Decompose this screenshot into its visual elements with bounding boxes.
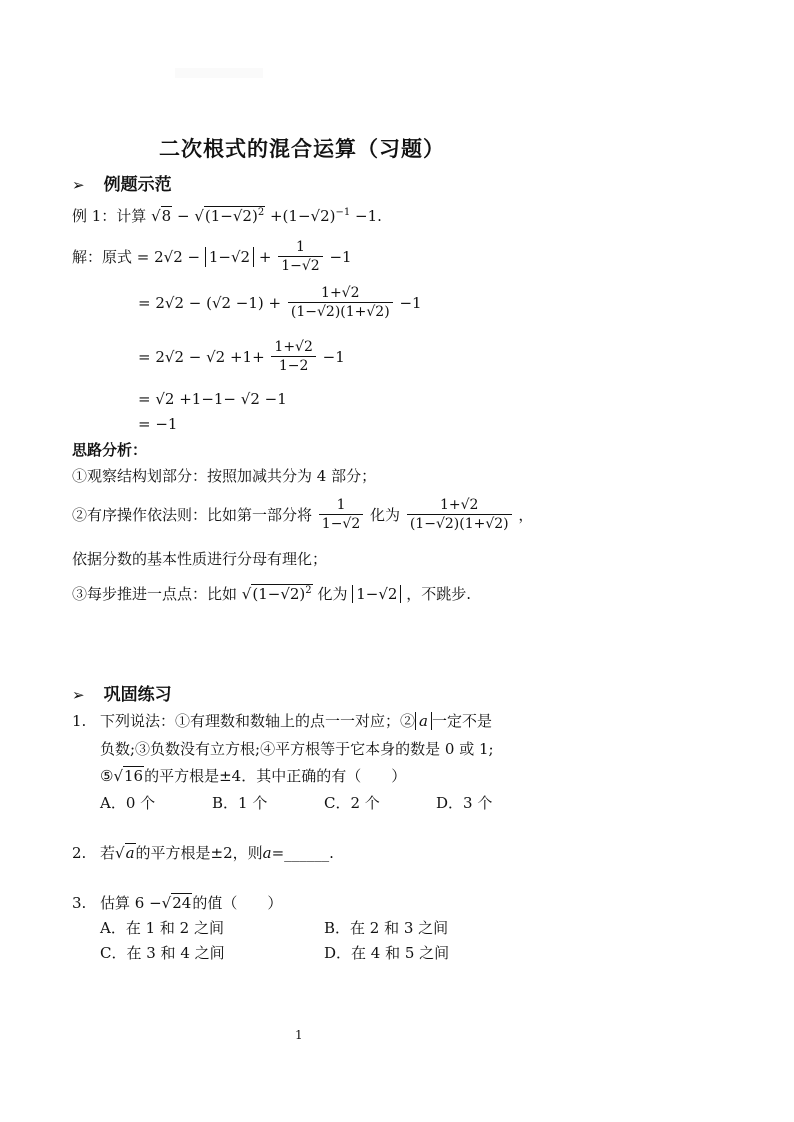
question-3-option-c[interactable]: C．在 3 和 4 之间 [100,944,225,962]
example-label: 例 1：计算 [72,207,147,225]
scan-smudge [175,68,263,78]
absolute-value: a [415,712,432,730]
analysis-point-2: ②有序操作依法则：比如第一部分将 $\frac{1}{1-√2}$ 化为 $\frac{1+√2}{(1-√2)(1+√2)}$ ， [72,497,534,532]
question-3-option-d[interactable]: D．在 4 和 5 之间 [324,944,450,962]
arrow-bullet-icon: ➢ [72,176,85,194]
solution-line-2: = 2√2 − (√2 −1) + $\frac{1+√2}{(1-√2)(1+√2)}$ −1 [138,285,422,320]
fraction: $\frac{1}{1-√2}$ [278,238,322,275]
question-3-text: 估算 6 −√24的值（ ） [100,894,283,912]
analysis-heading: 思路分析： [72,441,148,459]
page-number: 1 [295,1028,303,1042]
question-3-number: 3. [72,894,87,912]
analysis-point-2-cont: 依据分数的基本性质进行分母有理化； [72,550,328,568]
fraction: $\frac{1}{1-√2}$ [319,496,363,533]
question-3-option-b[interactable]: B．在 2 和 3 之间 [324,919,449,937]
fraction: $\frac{1+√2}{(1-√2)(1+√2)}$ [407,496,512,533]
example-1: 例 1：计算 $√8 - √(1-√2)^2 +(1-√2)^{-1} -1$. [72,207,382,225]
question-1-option-d[interactable]: D．3 个 [436,794,493,812]
sqrt-a: a [125,844,135,862]
sqrt-squared: $(1-√2)^2$ [252,585,312,603]
solution-line-1: 解：原式 = 2√2 − 1−√2 + $\frac{1}{1-√2}$ −1 [72,239,352,274]
sqrt-squared: $(1-√2)^2$ [204,207,265,225]
analysis-point-1: ①观察结构划部分：按照加减共分为 4 部分； [72,467,377,485]
section-heading-example [72,170,172,195]
fraction: $\frac{1+√2}{1-2}$ [271,338,315,375]
solution-line-4: = √2 +1−1− √2 −1 [138,390,287,408]
section-label: 例题示范 [103,175,172,195]
question-1-line-1: 下列说法：①有理数和数轴上的点一一对应；② a 一定不是 [100,712,492,730]
page-title: 二次根式的混合运算（习题） [159,136,445,161]
question-1-line-2: 负数;③负数没有立方根;④平方根等于它本身的数是 0 或 1; [100,740,494,758]
sqrt-8: 8 [161,207,172,225]
question-2-number: 2. [72,844,87,862]
answer-blank[interactable]: =______. [271,844,334,862]
absolute-value: 1−√2 [205,247,254,267]
question-1-option-b[interactable]: B．1 个 [212,794,268,812]
question-1-number: 1. [72,712,87,730]
question-2-text: 若√a的平方根是±2，则a=______. [100,844,334,862]
solution-line-5: = −1 [138,415,178,433]
question-1-line-3: ⑤√16的平方根是±4．其中正确的有（ ） [100,767,407,785]
solution-line-3: = 2√2 − √2 +1+ $\frac{1+√2}{1-2}$ −1 [138,339,345,374]
absolute-value: 1−√2 [352,585,401,603]
section-heading-practice [72,680,172,705]
fraction: $\frac{1+√2}{(1-√2)(1+√2)}$ [288,284,393,321]
question-3-option-a[interactable]: A．在 1 和 2 之间 [100,919,224,937]
section-label: 巩固练习 [103,685,172,705]
analysis-point-3: ③每步推进一点点：比如 $√(1-√2)^2$ 化为 1−√2 ，不跳步. [72,585,472,603]
question-1-option-c[interactable]: C．2 个 [324,794,380,812]
arrow-bullet-icon: ➢ [72,686,85,704]
sqrt-16: 16 [124,767,144,785]
question-1-option-a[interactable]: A．0 个 [100,794,156,812]
sqrt-24: 24 [172,894,192,912]
